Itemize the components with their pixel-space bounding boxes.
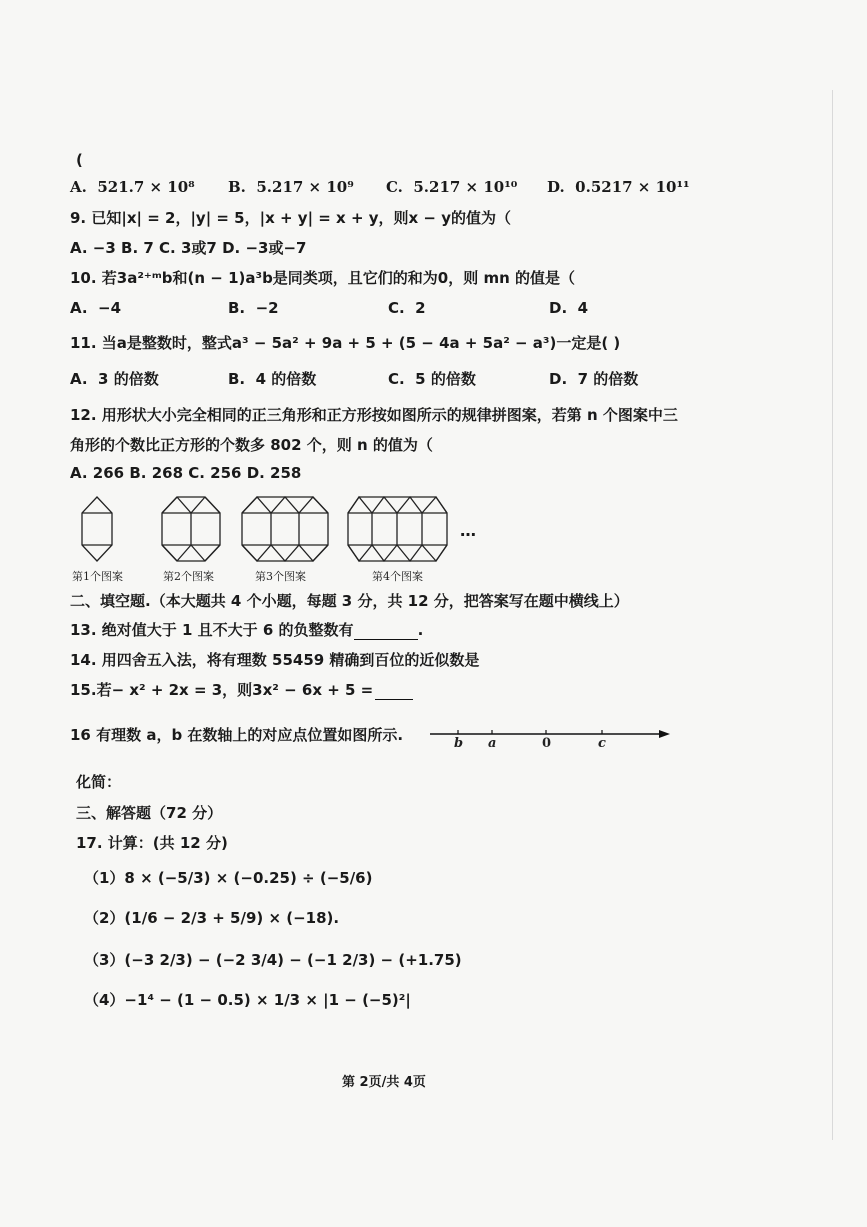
- pattern-figure-4: [346, 495, 449, 563]
- q12-options: A. 266 B. 268 C. 256 D. 258: [70, 464, 302, 482]
- q8-option-c: C. 5.217 × 10¹⁰: [386, 178, 518, 196]
- q10-text: 10. 若3a²⁺ᵐb和(n − 1)a³b是同类项，且它们的和为0，则 mn 的值是（: [70, 269, 575, 287]
- q11-option-d: D. 7 的倍数: [549, 370, 639, 388]
- q13-tail: .: [417, 621, 424, 639]
- q14-text: 14. 用四舍五入法，将有理数 55459 精确到百位的近似数是: [70, 651, 480, 669]
- q10-option-d: D. 4: [549, 299, 589, 317]
- axis-label-c: c: [598, 736, 606, 751]
- page-footer: 第 2页/共 4页: [342, 1075, 426, 1090]
- q17-title: 17. 计算：(共 12 分): [76, 834, 228, 852]
- pattern-figure-3: [240, 495, 330, 563]
- q13-line: [70, 620, 423, 640]
- q10-option-a: A. −4: [70, 299, 122, 317]
- q9-options: A. −3 B. 7 C. 3或7 D. −3或−7: [70, 239, 307, 257]
- q11-text: 11. 当a是整数时，整式a³ − 5a² + 9a + 5 + (5 − 4a + 5a² − a³)一定是( ): [70, 334, 621, 352]
- pattern-caption-1: 第1个图案: [72, 570, 123, 583]
- section-2-heading: 二、填空题.（本大题共 4 个小题，每题 3 分，共 12 分，把答案写在题中横线上）: [70, 592, 629, 610]
- q17-part-2: （2）(1/6 − 2/3 + 5/9) × (−18).: [84, 909, 340, 927]
- page-edge: [832, 90, 833, 1140]
- q9-text: 9. 已知|x| = 2，|y| = 5，|x + y| = x + y，则x − y的值为（: [70, 209, 511, 227]
- q17-part-3: （3）(−3 2/3) − (−2 3/4) − (−1 2/3) − (+1.75): [84, 951, 462, 969]
- q11-option-b: B. 4 的倍数: [228, 370, 317, 388]
- q16-simplify: 化简：: [76, 773, 122, 791]
- q11-option-a: A. 3 的倍数: [70, 370, 159, 388]
- q10-option-c: C. 2: [388, 299, 426, 317]
- q12-line-2: 角形的个数比正方形的个数多 802 个，则 n 的值为（: [70, 436, 433, 454]
- q16-text: 16 有理数 a，b 在数轴上的对应点位置如图所示.: [70, 726, 404, 744]
- pattern-caption-2: 第2个图案: [163, 570, 214, 583]
- q12-line-1: 12. 用形状大小完全相同的正三角形和正方形按如图所示的规律拼图案，若第 n 个图案中三: [70, 406, 678, 424]
- q15-answer-blank: [375, 699, 413, 700]
- pattern-caption-3: 第3个图案: [255, 570, 306, 583]
- axis-label-0: 0: [542, 736, 552, 751]
- pattern-caption-4: 第4个图案: [372, 570, 423, 583]
- section-3-heading: 三、解答题（72 分）: [76, 804, 223, 822]
- pattern-figure-2: [160, 495, 222, 563]
- q13-text: 13. 绝对值大于 1 且不大于 6 的负整数有: [70, 621, 354, 639]
- q8-paren: (: [76, 151, 83, 169]
- axis-label-a: a: [488, 736, 497, 751]
- q17-part-4: （4）−1⁴ − (1 − 0.5) × 1/3 × |1 − (−5)²|: [84, 991, 411, 1009]
- q8-option-b: B. 5.217 × 10⁹: [228, 178, 354, 196]
- q11-option-c: C. 5 的倍数: [388, 370, 476, 388]
- q10-option-b: B. −2: [228, 299, 279, 317]
- q15-text: 15.若− x² + 2x = 3，则3x² − 6x + 5 =: [70, 681, 374, 699]
- q8-option-d: D. 0.5217 × 10¹¹: [547, 178, 690, 196]
- q8-option-a: A. 521.7 × 10⁸: [70, 178, 195, 196]
- q13-answer-blank: [354, 639, 418, 640]
- q15-line: [70, 680, 413, 700]
- axis-label-b: b: [454, 736, 464, 751]
- q17-part-1: （1）8 × (−5/3) × (−0.25) ÷ (−5/6): [84, 869, 373, 887]
- pattern-figure-1: [80, 495, 114, 563]
- pattern-ellipsis: …: [460, 521, 476, 540]
